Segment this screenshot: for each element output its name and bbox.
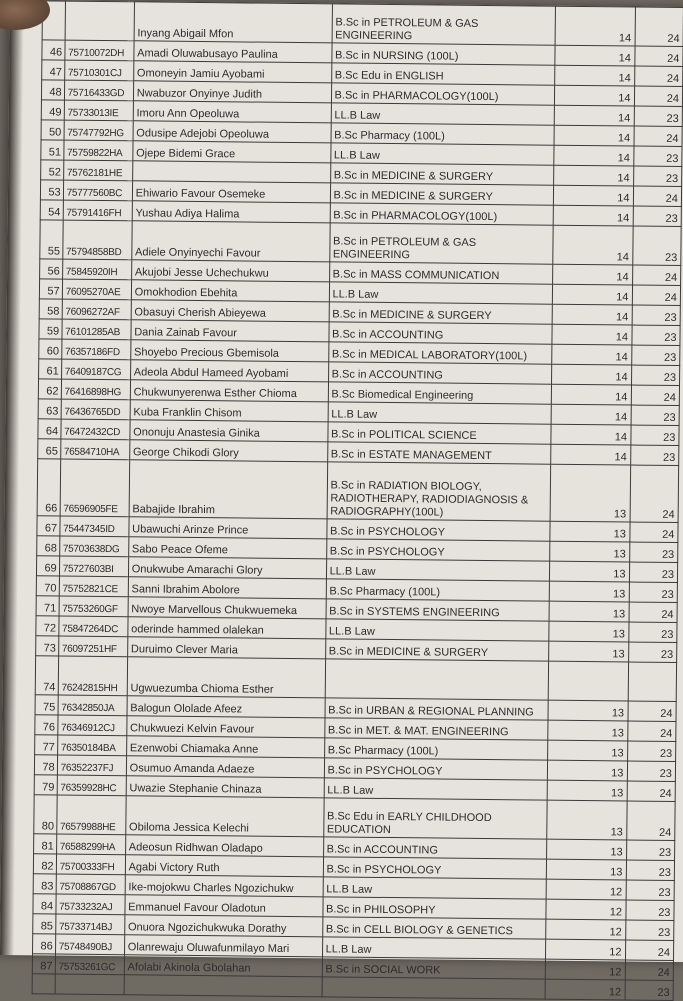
reg-number-cell: 75727603BI xyxy=(59,556,128,577)
age-cell: 23 xyxy=(627,761,676,782)
student-name-cell xyxy=(132,161,330,183)
age-cell: 24 xyxy=(634,66,683,87)
student-name-cell: Ubawuchi Arinze Prince xyxy=(129,517,327,539)
serial-number-cell: 70 xyxy=(36,576,59,596)
serial-number-cell: 82 xyxy=(33,854,56,874)
serial-number-cell: 49 xyxy=(41,100,64,120)
table-body xyxy=(32,1,683,1001)
score-cell: 14 xyxy=(552,304,632,325)
student-name-cell: Afolabi Akinola Gbolahan xyxy=(124,955,322,977)
age-cell: 23 xyxy=(629,542,678,563)
score-cell: 13 xyxy=(548,740,628,761)
serial-number-cell: 46 xyxy=(42,40,65,60)
serial-number-cell: 62 xyxy=(38,379,61,399)
course-cell: B.Sc in MEDICINE & SURGERY xyxy=(330,163,554,185)
student-name-cell: Akujobi Jesse Uchechukwu xyxy=(131,260,329,282)
serial-number-cell: 59 xyxy=(39,319,62,339)
score-cell: 13 xyxy=(550,464,630,522)
reg-number-cell: 75759822HA xyxy=(63,140,132,161)
student-name-cell xyxy=(124,975,322,997)
score-cell: 14 xyxy=(555,6,635,46)
age-cell: 23 xyxy=(634,106,683,127)
score-cell: 14 xyxy=(554,145,634,166)
age-cell: 23 xyxy=(632,305,681,326)
course-cell: B.Sc in MEDICINE & SURGERY xyxy=(325,639,549,661)
serial-number-cell: 80 xyxy=(34,795,57,834)
serial-number-cell: 76 xyxy=(35,715,58,735)
age-cell: 23 xyxy=(632,226,681,266)
age-cell: 24 xyxy=(632,265,681,286)
score-cell: 14 xyxy=(555,45,635,66)
student-name-cell: Sanni Ibrahim Abolore xyxy=(128,577,326,599)
reg-number-cell: 75447345ID xyxy=(60,516,129,537)
admission-list-table xyxy=(32,0,683,1001)
student-name-cell: Ezenwobi Chiamaka Anne xyxy=(126,736,324,758)
age-cell: 23 xyxy=(629,562,678,583)
course-cell: B.Sc in PSYCHOLOGY xyxy=(326,519,550,541)
score-cell: 13 xyxy=(550,541,630,562)
student-name-cell: Agabi Victory Ruth xyxy=(125,855,323,877)
table-row xyxy=(35,656,676,702)
age-cell: 24 xyxy=(631,385,680,406)
age-cell: 23 xyxy=(628,622,677,643)
student-name-cell: Inyang Abigail Mfon xyxy=(134,2,332,43)
reg-number-cell: 75753261GC xyxy=(55,954,124,975)
student-name-cell: Babajide Ibrahim xyxy=(129,460,327,519)
serial-number-cell: 58 xyxy=(39,299,62,319)
score-cell: 13 xyxy=(547,800,627,840)
serial-number-cell: 87 xyxy=(32,954,55,974)
score-cell: 14 xyxy=(554,185,634,206)
age-cell: 24 xyxy=(632,285,681,306)
course-cell xyxy=(322,977,546,999)
serial-number-cell: 75 xyxy=(35,695,58,715)
serial-number-cell: 60 xyxy=(39,339,62,359)
student-name-cell: oderinde hammed olalekan xyxy=(128,617,326,639)
course-cell: B.Sc in NURSING (100L) xyxy=(331,43,555,65)
score-cell: 14 xyxy=(554,165,634,186)
age-cell: 24 xyxy=(629,602,678,623)
course-cell: B.Sc Biomedical Engineering xyxy=(328,382,552,404)
reg-number-cell: 75716433GD xyxy=(64,80,133,101)
age-cell: 23 xyxy=(633,206,682,227)
course-cell: B.Sc in MEDICAL LABORATORY(100L) xyxy=(328,342,552,364)
course-cell: B.Sc in PHARMACOLOGY(100L) xyxy=(330,203,554,225)
student-name-cell: Onuora Ngozichukwuka Dorathy xyxy=(124,915,322,937)
course-cell xyxy=(325,659,549,700)
reg-number-cell: 76357186FD xyxy=(61,339,130,360)
reg-number-cell: 76096272AF xyxy=(62,299,131,320)
score-cell: 14 xyxy=(553,225,633,265)
age-cell: 24 xyxy=(628,701,677,722)
age-cell: 23 xyxy=(633,146,682,167)
student-name-cell: Olanrewaju Oluwafunmilayo Mari xyxy=(124,935,322,957)
course-cell: B.Sc in ESTATE MANAGEMENT xyxy=(327,442,551,464)
course-cell: LL.B Law xyxy=(328,402,552,424)
serial-number-cell: 51 xyxy=(41,140,64,160)
student-name-cell: Chukwunyerenwa Esther Chioma xyxy=(130,380,328,402)
reg-number-cell: 76095270AE xyxy=(62,279,131,300)
score-cell: 13 xyxy=(547,839,627,860)
score-cell: 13 xyxy=(549,581,629,602)
course-cell: B.Sc Pharmacy (100L) xyxy=(331,123,555,145)
serial-number-cell: 55 xyxy=(40,220,63,259)
age-cell: 23 xyxy=(631,345,680,366)
reg-number-cell: 75762181HE xyxy=(63,160,132,181)
course-cell: B.Sc Pharmacy (100L) xyxy=(326,579,550,601)
score-cell: 14 xyxy=(554,125,634,146)
reg-number-cell: 75752821CE xyxy=(59,576,128,597)
course-cell: B.Sc in CELL BIOLOGY & GENETICS xyxy=(322,917,546,939)
reg-number-cell: 76472432CD xyxy=(61,419,130,440)
score-cell: 12 xyxy=(545,979,625,1000)
student-name-cell: Obasuyi Cherish Abieyewa xyxy=(131,300,329,322)
course-cell: B.Sc in MEDICINE & SURGERY xyxy=(329,302,553,324)
score-cell: 13 xyxy=(550,561,630,582)
serial-number-cell: 72 xyxy=(36,616,59,636)
serial-number-cell: 86 xyxy=(33,934,56,954)
score-cell: 12 xyxy=(546,939,626,960)
reg-number-cell: 75703638DG xyxy=(59,536,128,557)
student-name-cell: Osumuo Amanda Adaeze xyxy=(126,756,324,778)
course-cell: B.Sc Edu in EARLY CHILDHOOD EDUCATION xyxy=(323,798,547,839)
reg-number-cell: 76242815HH xyxy=(58,656,127,696)
age-cell: 23 xyxy=(627,741,676,762)
reg-number-cell: 76101285AB xyxy=(62,319,131,340)
score-cell: 14 xyxy=(552,364,632,385)
reg-number-cell: 75708867GD xyxy=(56,874,125,895)
course-cell: B.Sc in PSYCHOLOGY xyxy=(324,758,548,780)
age-cell: 23 xyxy=(629,582,678,603)
course-cell: B.Sc in MASS COMMUNICATION xyxy=(329,262,553,284)
reg-number-cell xyxy=(55,974,124,995)
score-cell: 14 xyxy=(551,444,631,465)
reg-number-cell: 75847264DC xyxy=(59,616,128,637)
course-cell: B.Sc in URBAN & REGIONAL PLANNING xyxy=(325,698,549,720)
student-name-cell: Nwabuzor Onyinye Judith xyxy=(133,81,331,103)
serial-number-cell xyxy=(32,974,55,994)
reg-number-cell: 75791416FH xyxy=(63,200,132,221)
table-row xyxy=(34,795,675,841)
course-cell: B.Sc in PHARMACOLOGY(100L) xyxy=(331,83,555,105)
score-cell: 13 xyxy=(548,700,628,721)
serial-number-cell: 78 xyxy=(34,755,57,775)
course-cell: LL.B Law xyxy=(326,559,550,581)
score-cell: 12 xyxy=(546,879,626,900)
score-cell: 14 xyxy=(552,344,632,365)
age-cell: 23 xyxy=(628,642,677,663)
age-cell xyxy=(628,662,677,702)
table-row xyxy=(40,220,681,266)
student-name-cell: Ojepe Bidemi Grace xyxy=(133,141,331,163)
serial-number-cell: 64 xyxy=(38,419,61,439)
course-cell: LL.B Law xyxy=(331,103,555,125)
reg-number-cell: 75733232AJ xyxy=(56,894,125,915)
student-name-cell: Shoyebo Precious Gbemisola xyxy=(130,340,328,362)
score-cell xyxy=(548,661,628,701)
score-cell: 13 xyxy=(548,760,628,781)
reg-number-cell: 76409187CG xyxy=(61,359,130,380)
age-cell: 23 xyxy=(626,840,675,861)
reg-number-cell: 75845920IH xyxy=(62,259,131,280)
serial-number-cell: 68 xyxy=(37,536,60,556)
score-cell: 12 xyxy=(546,919,626,940)
serial-number-cell: 56 xyxy=(40,259,63,279)
serial-number-cell: 54 xyxy=(40,200,63,220)
reg-number-cell: 75733714BJ xyxy=(55,914,124,935)
reg-number-cell xyxy=(65,1,134,41)
age-cell: 24 xyxy=(630,465,679,523)
reg-number-cell: 75710072DH xyxy=(65,40,134,61)
age-cell: 24 xyxy=(627,781,676,802)
reg-number-cell: 75753260GF xyxy=(59,596,128,617)
reg-number-cell: 76416898HG xyxy=(61,379,130,400)
serial-number-cell: 63 xyxy=(38,399,61,419)
serial-number-cell: 81 xyxy=(34,834,57,854)
serial-number-cell: 85 xyxy=(33,914,56,934)
reg-number-cell: 76350184BA xyxy=(57,735,126,756)
student-name-cell: Odusipe Adejobi Opeoluwa xyxy=(133,121,331,143)
serial-number-cell: 71 xyxy=(36,596,59,616)
serial-number-cell: 65 xyxy=(38,439,61,459)
course-cell: LL.B Law xyxy=(324,778,548,800)
reg-number-cell: 75710301CJ xyxy=(64,60,133,81)
course-cell: B.Sc in ACCOUNTING xyxy=(329,322,553,344)
serial-number-cell: 52 xyxy=(41,160,64,180)
serial-number-cell: 77 xyxy=(35,735,58,755)
course-cell: LL.B Law xyxy=(329,282,553,304)
reg-number-cell: 76346912CJ xyxy=(57,715,126,736)
score-cell: 13 xyxy=(549,621,629,642)
age-cell: 23 xyxy=(630,425,679,446)
course-cell: B.Sc in RADIATION BIOLOGY, RADIOTHERAPY, RADIODIAGNOSIS & RADIOGRAPHY(100L) xyxy=(327,462,551,521)
course-cell: B.Sc in PETROLEUM & GAS ENGINEERING xyxy=(329,223,553,264)
serial-number-cell: 48 xyxy=(41,80,64,100)
age-cell: 24 xyxy=(634,126,683,147)
age-cell: 24 xyxy=(626,801,675,841)
serial-number-cell: 84 xyxy=(33,894,56,914)
course-cell: B.Sc in PETROLEUM & GAS ENGINEERING xyxy=(332,4,556,45)
student-name-cell: Ugwuezumba Chioma Esther xyxy=(127,657,325,698)
student-name-cell: Adiele Onyinyechi Favour xyxy=(131,221,329,262)
reg-number-cell: 75794858BD xyxy=(62,220,131,260)
course-cell: LL.B Law xyxy=(325,619,549,641)
serial-number-cell: 73 xyxy=(36,636,59,656)
reg-number-cell: 75748490BJ xyxy=(55,934,124,955)
serial-number-cell: 53 xyxy=(40,180,63,200)
serial-number-cell: 79 xyxy=(34,775,57,795)
student-name-cell: Obiloma Jessica Kelechi xyxy=(125,796,323,837)
score-cell: 13 xyxy=(550,521,630,542)
age-cell: 24 xyxy=(634,86,683,107)
reg-number-cell: 76352237FJ xyxy=(57,755,126,776)
course-cell: B.Sc in PSYCHOLOGY xyxy=(323,857,547,879)
age-cell: 23 xyxy=(631,325,680,346)
student-name-cell: Sabo Peace Ofeme xyxy=(128,537,326,559)
score-cell: 13 xyxy=(547,859,627,880)
reg-number-cell: 76097251HF xyxy=(58,636,127,657)
course-cell: B.Sc in MET. & MAT. ENGINEERING xyxy=(324,718,548,740)
serial-number-cell: 67 xyxy=(37,516,60,536)
student-name-cell: Adeola Abdul Hameed Ayobami xyxy=(130,360,328,382)
score-cell: 13 xyxy=(549,601,629,622)
age-cell: 23 xyxy=(631,405,680,426)
reg-number-cell: 75747792HG xyxy=(64,120,133,141)
serial-number-cell: 57 xyxy=(39,279,62,299)
score-cell: 14 xyxy=(551,384,631,405)
score-cell: 13 xyxy=(548,720,628,741)
reg-number-cell: 75777560BC xyxy=(63,180,132,201)
reg-number-cell: 76596905FE xyxy=(60,459,130,517)
course-cell: B.Sc in ACCOUNTING xyxy=(328,362,552,384)
student-name-cell: Adeosun Ridhwan Oladapo xyxy=(125,835,323,857)
score-cell: 14 xyxy=(551,404,631,425)
score-cell: 12 xyxy=(545,959,625,980)
reg-number-cell: 76342850JA xyxy=(58,695,127,716)
serial-number-cell: 74 xyxy=(35,656,58,695)
score-cell: 14 xyxy=(553,284,633,305)
course-cell: B.Sc in PSYCHOLOGY xyxy=(326,539,550,561)
age-cell: 24 xyxy=(633,186,682,207)
course-cell: LL.B Law xyxy=(330,143,554,165)
age-cell: 23 xyxy=(625,920,674,941)
student-name-cell: Ononuju Anastesia Ginika xyxy=(130,420,328,442)
score-cell: 14 xyxy=(555,65,635,86)
student-name-cell: Imoru Ann Opeoluwa xyxy=(133,101,331,123)
student-name-cell: Uwazie Stephanie Chinaza xyxy=(126,776,324,798)
student-name-cell: Nwoye Marvellous Chukwuemeka xyxy=(128,597,326,619)
course-cell: LL.B Law xyxy=(322,937,546,959)
score-cell: 12 xyxy=(546,899,626,920)
serial-number-cell: 61 xyxy=(39,359,62,379)
course-cell: B.Sc in SYSTEMS ENGINEERING xyxy=(326,599,550,621)
score-cell: 13 xyxy=(549,641,629,662)
score-cell: 14 xyxy=(553,264,633,285)
serial-number-cell: 83 xyxy=(33,874,56,894)
age-cell: 24 xyxy=(625,960,674,981)
course-cell: B.Sc Edu in ENGLISH xyxy=(331,63,555,85)
student-name-cell: Balogun Ololade Afeez xyxy=(127,696,325,718)
score-cell: 14 xyxy=(553,205,633,226)
score-cell: 14 xyxy=(554,105,634,126)
reg-number-cell: 75700333FH xyxy=(56,854,125,875)
reg-number-cell: 76579988HE xyxy=(56,795,125,835)
age-cell: 24 xyxy=(627,721,676,742)
serial-number-cell: 66 xyxy=(37,459,60,516)
age-cell: 23 xyxy=(625,980,674,1001)
course-cell: B.Sc Pharmacy (100L) xyxy=(324,738,548,760)
course-cell: B.Sc in SOCIAL WORK xyxy=(322,957,546,979)
age-cell: 23 xyxy=(633,166,682,187)
student-name-cell: Duruimo Clever Maria xyxy=(127,637,325,659)
student-name-cell: Yushau Adiya Halima xyxy=(132,201,330,223)
age-cell: 24 xyxy=(634,46,683,67)
score-cell: 14 xyxy=(555,85,635,106)
student-name-cell: Amadi Oluwabusayo Paulina xyxy=(134,41,332,63)
age-cell: 23 xyxy=(626,880,675,901)
table-row xyxy=(37,459,679,523)
serial-number-cell: 69 xyxy=(36,556,59,576)
student-name-cell: Ike-mojokwu Charles Ngozichukw xyxy=(125,875,323,897)
student-name-cell: Dania Zainab Favour xyxy=(131,320,329,342)
table-row xyxy=(42,1,683,47)
age-cell: 23 xyxy=(631,365,680,386)
course-cell: B.Sc in POLITICAL SCIENCE xyxy=(327,422,551,444)
course-cell: B.Sc in PHILOSOPHY xyxy=(322,897,546,919)
reg-number-cell: 76436765DD xyxy=(61,399,130,420)
serial-number-cell: 47 xyxy=(42,60,65,80)
course-cell: LL.B Law xyxy=(323,877,547,899)
reg-number-cell: 76359928HC xyxy=(57,775,126,796)
reg-number-cell: 75733013IE xyxy=(64,100,133,121)
course-cell: B.Sc in ACCOUNTING xyxy=(323,837,547,859)
age-cell: 23 xyxy=(625,900,674,921)
serial-number-cell: 50 xyxy=(41,120,64,140)
score-cell: 14 xyxy=(551,424,631,445)
score-cell: 14 xyxy=(552,324,632,345)
course-cell: B.Sc in MEDICINE & SURGERY xyxy=(330,183,554,205)
age-cell: 24 xyxy=(625,940,674,961)
reg-number-cell: 76588299HA xyxy=(56,834,125,855)
student-name-cell: George Chikodi Glory xyxy=(129,440,327,462)
page-edge-shadow xyxy=(0,0,24,955)
student-name-cell: Chukwuezi Kelvin Favour xyxy=(127,716,325,738)
student-name-cell: Kuba Franklin Chisom xyxy=(130,400,328,422)
score-cell: 13 xyxy=(547,780,627,801)
student-name-cell: Ehiwario Favour Osemeke xyxy=(132,181,330,203)
student-name-cell: Emmanuel Favour Oladotun xyxy=(125,895,323,917)
age-cell: 23 xyxy=(630,445,679,466)
age-cell: 24 xyxy=(635,7,683,47)
student-name-cell: Omokhodion Ebehita xyxy=(131,280,329,302)
age-cell: 24 xyxy=(629,522,678,543)
reg-number-cell: 76584710HA xyxy=(60,439,129,460)
student-name-cell: Onukwube Amarachi Glory xyxy=(128,557,326,579)
age-cell: 23 xyxy=(626,860,675,881)
student-name-cell: Omoneyin Jamiu Ayobami xyxy=(133,61,331,83)
